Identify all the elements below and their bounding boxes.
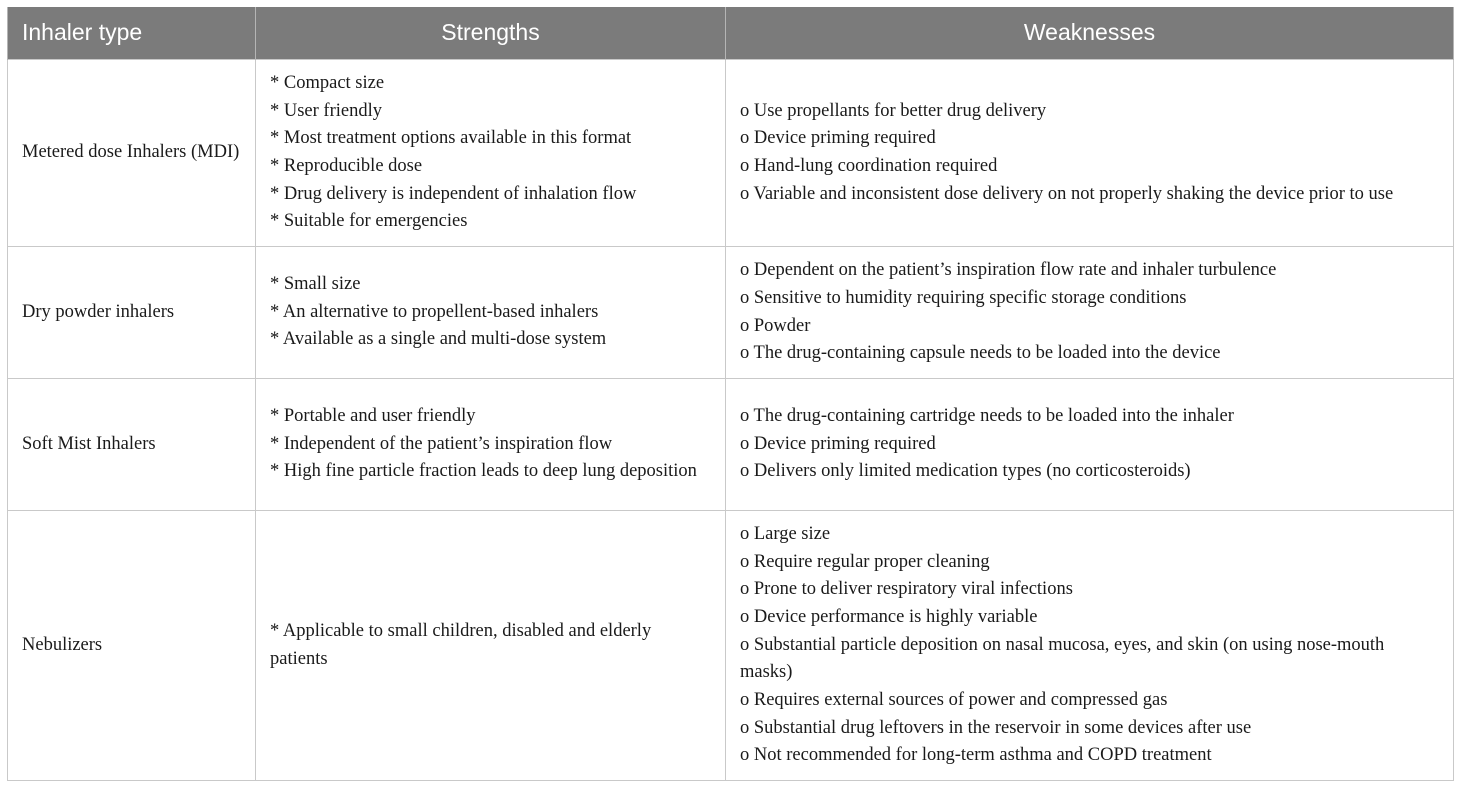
inhaler-comparison-table: [7, 7, 1454, 781]
strength-item: * Reproducible dose: [270, 156, 423, 176]
weaknesses-cell: [726, 60, 1454, 247]
weaknesses-list: [740, 98, 1439, 209]
weakness-item: o Requires external sources of power and compressed gas: [740, 690, 1168, 711]
weakness-item: o Dependent on the patient’s inspiration flow rate and inhaler turbulence: [740, 260, 1277, 281]
weakness-item: o The drug-containing capsule needs to be loaded into the device: [740, 343, 1221, 364]
strengths-cell: [256, 60, 726, 247]
strength-item: * Portable and user friendly: [270, 405, 476, 426]
strength-item: * Suitable for emergencies: [270, 211, 468, 232]
inhaler-type-cell: Dry powder inhalers: [8, 247, 256, 379]
weakness-item: o Delivers only limited medication types (no corticosteroids): [740, 461, 1191, 482]
header-row: [8, 7, 1454, 60]
weaknesses-cell: [726, 511, 1454, 781]
inhaler-type-cell: Nebulizers: [8, 511, 256, 781]
strengths-cell: [256, 379, 726, 511]
header-strengths: Strengths: [256, 7, 726, 60]
weaknesses-list: [740, 403, 1439, 486]
weaknesses-list: [740, 521, 1439, 770]
weakness-item: o Sensitive to humidity requiring specific storage conditions: [740, 287, 1187, 308]
weakness-item: o Hand-lung coordination required: [740, 156, 998, 176]
weakness-item: o Substantial drug leftovers in the reservoir in some devices after use: [740, 717, 1252, 738]
strengths-list: [270, 70, 711, 236]
weakness-item: o Device priming required: [740, 433, 936, 454]
strength-item: * An alternative to propellent-based inhalers: [270, 301, 599, 322]
strengths-list: [270, 271, 711, 354]
inhaler-type-cell: Soft Mist Inhalers: [8, 379, 256, 511]
table-row: [8, 247, 1454, 379]
weakness-item: o Device performance is highly variable: [740, 606, 1038, 627]
header-inhaler-type: Inhaler type: [8, 7, 256, 60]
strengths-cell: [256, 511, 726, 781]
weaknesses-cell: [726, 247, 1454, 379]
weakness-item: o Require regular proper cleaning: [740, 551, 990, 572]
weakness-item: o Not recommended for long-term asthma and COPD treatment: [740, 745, 1212, 766]
inhaler-type-cell: Metered dose Inhalers (MDI): [8, 60, 256, 247]
strengths-cell: [256, 247, 726, 379]
strength-item: * Small size: [270, 273, 361, 294]
table-row: [8, 379, 1454, 511]
weakness-item: o Large size: [740, 523, 831, 544]
weaknesses-cell: [726, 379, 1454, 511]
strengths-list: [270, 618, 711, 673]
weakness-item: o The drug-containing cartridge needs to be loaded into the inhaler: [740, 405, 1234, 426]
weakness-item: o Powder: [740, 315, 811, 336]
weakness-item: o Substantial particle deposition on nasal mucosa, eyes, and skin (on using nose-mouth masks): [740, 634, 1385, 683]
weakness-item: o Prone to deliver respiratory viral infections: [740, 579, 1073, 600]
weaknesses-list: [740, 257, 1439, 368]
weakness-item: o Device priming required: [740, 128, 936, 149]
strength-item: * High fine particle fraction leads to deep lung deposition: [270, 461, 697, 482]
strength-item: * Available as a single and multi-dose system: [270, 329, 607, 350]
strength-item: * Most treatment options available in this format: [270, 128, 632, 149]
strength-item: * Applicable to small children, disabled and elderly patients: [270, 620, 652, 669]
strength-item: * Independent of the patient’s inspiration flow: [270, 433, 613, 454]
strengths-list: [270, 403, 711, 486]
strength-item: * Compact size: [270, 72, 385, 93]
strength-item: * User friendly: [270, 100, 382, 121]
header-weaknesses: Weaknesses: [726, 7, 1454, 60]
weakness-item: o Variable and inconsistent dose delivery on not properly shaking the device prior to use: [740, 183, 1394, 204]
weakness-item: o Use propellants for better drug delivery: [740, 100, 1047, 121]
strength-item: * Drug delivery is independent of inhalation flow: [270, 183, 637, 204]
table-row: [8, 511, 1454, 781]
table-row: [8, 60, 1454, 247]
